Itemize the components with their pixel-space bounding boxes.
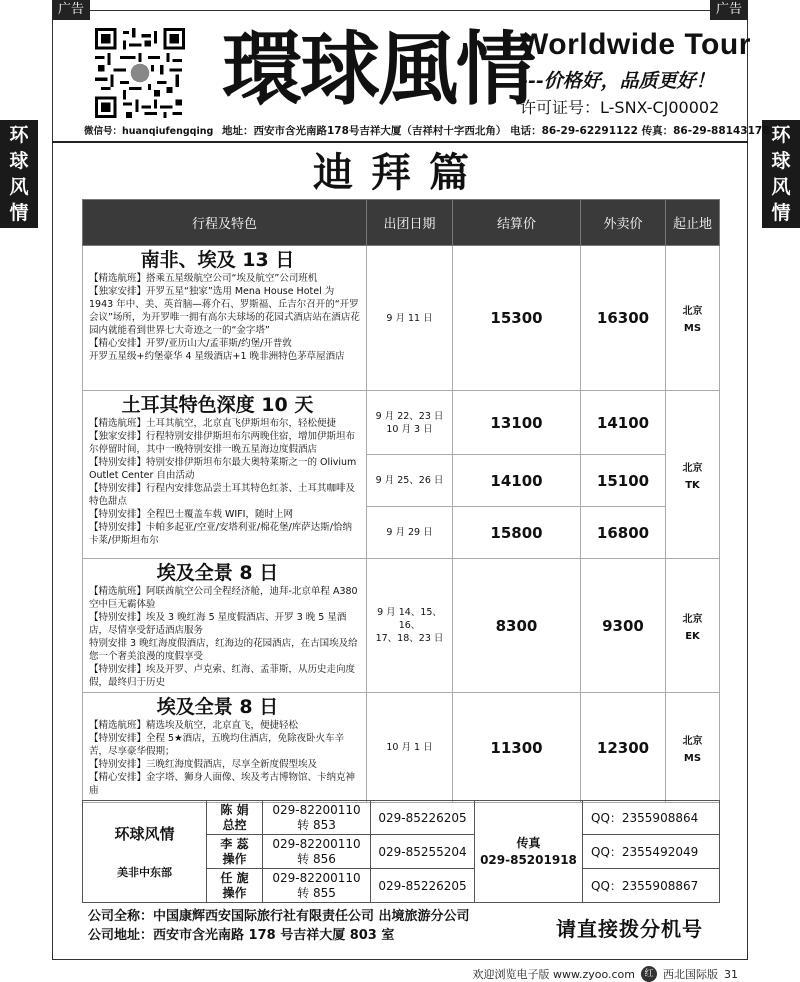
- settle-price: 13100: [453, 391, 581, 455]
- fax-cell: [475, 801, 583, 903]
- contact-person-3: [207, 869, 263, 903]
- side-label-char: 风: [9, 176, 29, 198]
- license-number: 许可证号：L-SNX-CJ00002: [520, 98, 720, 117]
- departure-date: 9 月 14、15、16、 17、18、23 日: [367, 559, 453, 693]
- settle-price: 15300: [453, 246, 581, 391]
- side-label-char: 风: [771, 176, 791, 198]
- departure-date: 9 月 29 日: [367, 507, 453, 559]
- tour-name: 埃及全景 8 日: [156, 562, 279, 584]
- contact-table: [82, 800, 720, 903]
- tour-row: [83, 391, 720, 455]
- tour-table: [82, 199, 720, 803]
- col-header-settle-price: 结算价: [453, 200, 581, 246]
- tour-origin: [666, 693, 720, 803]
- retail-price: 16300: [581, 246, 666, 391]
- tour-feature-text: 【精选航班】精选埃及航空，北京直飞，便捷轻松 【特别安排】全程 5★酒店，五晚均住酒店，免除夜卧火车辛苦，尽享豪华假期； 【特别安排】三晚红海度假酒店，尽享全新度假型埃及 【精心安排】金字塔、狮身人面像、埃及考古博物馆、卡纳克神庙: [89, 720, 356, 796]
- company-address: 公司地址：西安市含光南路 178 号吉祥大厦 803 室: [88, 928, 395, 943]
- contact-role: 操作: [222, 851, 247, 866]
- col-header-date: 出团日期: [367, 200, 453, 246]
- departure-date: 10 月 1 日: [367, 693, 453, 803]
- settle-price: 8300: [453, 559, 581, 693]
- fax-number: 029-85201918: [480, 852, 577, 867]
- slogan: ---价格好，品质更好！: [520, 70, 715, 92]
- site-link[interactable]: 欢迎浏览电子版 www.zyoo.com: [472, 968, 635, 981]
- origin-airline: EK: [685, 630, 700, 642]
- tour-row: [83, 693, 720, 803]
- contact-tel: 029-82200110: [272, 870, 361, 885]
- side-label-char: 情: [9, 202, 29, 224]
- retail-price: 15100: [581, 455, 666, 507]
- retail-price: 12300: [581, 693, 666, 803]
- contact-department: [83, 801, 207, 903]
- contact-tel-1[interactable]: [263, 801, 371, 835]
- contact-dept-name: 美非中东部: [117, 866, 172, 879]
- contact-direct-3[interactable]: 029-85226205: [371, 869, 475, 903]
- tour-features: [83, 246, 367, 391]
- contact-name: 任 旎: [220, 870, 249, 885]
- departure-date: 9 月 11 日: [367, 246, 453, 391]
- contact-role: 操作: [222, 885, 247, 900]
- origin-city: 北京: [682, 735, 703, 747]
- brand-title: 環球風情: [222, 22, 534, 116]
- tour-origin: [666, 391, 720, 559]
- wechat-id: 微信号：huanqiufengqing: [84, 126, 214, 137]
- edition-name: 西北国际版: [663, 968, 718, 981]
- contact-role: 总控: [222, 817, 247, 832]
- fax-label: 传真: [516, 835, 541, 850]
- ad-label-left: 广告: [52, 0, 90, 20]
- hong-logo-icon: 红: [641, 966, 657, 982]
- contact-direct-1[interactable]: 029-85226205: [371, 801, 475, 835]
- origin-airline: MS: [683, 323, 702, 334]
- settle-price: 15800: [453, 507, 581, 559]
- tour-feature-text: 【精选航班】土耳其航空，北京直飞伊斯坦布尔，轻松便捷 【独家安排】行程特别安排伊斯坦布尔两晚住宿，增加伊斯坦布尔停留时间，其中一晚特别安排一晚五星海边度假酒店 【特别安排】特别安排伊斯坦布尔最大奥特莱斯之一的 Olivium Outlet Center 自由活动 【特别安排】行程内安排您品尝土耳其特色红茶、土耳其咖啡及特色甜点 【特别安排】全程巴士覆盖车载 WIFI，随时上网 【特别安排】卡帕多起亚/空亚/安塔利亚/棉花堡/库萨达斯/恰纳卡莱/伊斯坦布尔: [89, 418, 357, 546]
- side-label-char: 环: [771, 124, 791, 146]
- settle-price: 14100: [453, 455, 581, 507]
- contact-tel-2[interactable]: [263, 835, 371, 869]
- brand-english: Worldwide Tour: [520, 28, 751, 61]
- tour-features: [83, 559, 367, 693]
- origin-city: 北京: [682, 462, 703, 474]
- tour-name: 埃及全景 8 日: [156, 696, 279, 718]
- contact-tel: 029-82200110: [272, 802, 361, 817]
- col-header-retail-price: 外卖价: [581, 200, 666, 246]
- contact-qq-1[interactable]: QQ：2355908864: [583, 801, 720, 835]
- tour-row: [83, 559, 720, 693]
- tour-features: [83, 693, 367, 803]
- retail-price: 14100: [581, 391, 666, 455]
- tour-feature-text: 【精选航班】阿联酋航空公司全程经济舱，迪拜-北京单程 A380 空中巨无霸体验 【特别安排】埃及 3 晚红海 5 星度假酒店、开罗 3 晚 5 星酒店，尽情享受舒适酒店服务 特别安排 3 晚红海度假酒店，红海边的花园酒店，在古国埃及给您一个奢美浪漫的度假享受 【特别安排】埃及开罗、卢克索、红海、孟菲斯，从历史走向度假，最终归于历史: [89, 586, 358, 688]
- tour-name: 南非、埃及 13 日: [140, 249, 295, 271]
- col-header-origin: 起止地: [666, 200, 720, 246]
- qr-code-icon: [95, 28, 185, 118]
- settle-price: 11300: [453, 693, 581, 803]
- origin-city: 北京: [682, 306, 703, 317]
- contact-brand: 环球风情: [114, 825, 175, 843]
- side-label-char: 球: [9, 150, 29, 172]
- contact-person-2: [207, 835, 263, 869]
- tour-origin: [666, 246, 720, 391]
- departure-date: 9 月 25、26 日: [367, 455, 453, 507]
- origin-city: 北京: [682, 613, 703, 625]
- tour-table-header: [83, 200, 720, 246]
- tour-features: [83, 391, 367, 559]
- ad-label-right: 广告: [710, 0, 748, 20]
- tour-name: 土耳其特色深度 10 天: [121, 394, 314, 416]
- contact-direct-2[interactable]: 029-85255204: [371, 835, 475, 869]
- page-footer: [472, 966, 738, 982]
- header-divider: [52, 141, 748, 143]
- contact-ext: 转 856: [297, 851, 336, 866]
- call-extension-note: 请直接拨分机号: [556, 917, 703, 941]
- side-label-char: 环: [9, 124, 29, 146]
- tour-feature-text: 【精选航班】搭乘五星级航空公司“埃及航空”公司班机 【独家安排】开罗五星“独家”选用 Mena House Hotel 为 1943 年中、美、英首脑—蒋介石、罗斯福、丘吉尔召开的“开罗会议”场所，为开罗唯一拥有高尔夫球场的花园式酒店站在酒店花园内就能看到世界七大奇迹之一的“金字塔” 【精心安排】开罗/亚历山大/孟菲斯/约堡/开普敦 开罗五星级+约堡豪华 4 星级酒店+1 晚非洲特色茅草屋酒店: [89, 273, 360, 362]
- contact-ext: 转 853: [297, 817, 336, 832]
- company-info: [88, 907, 470, 945]
- contact-qq-3[interactable]: QQ：2355908867: [583, 869, 720, 903]
- origin-airline: MS: [683, 752, 702, 764]
- contact-person-1: [207, 801, 263, 835]
- col-header-itinerary: 行程及特色: [83, 200, 367, 246]
- retail-price: 16800: [581, 507, 666, 559]
- company-name: 公司全称：中国康辉西安国际旅行社有限责任公司 出境旅游分公司: [88, 909, 470, 924]
- tour-row: [83, 246, 720, 391]
- origin-airline: TK: [685, 479, 700, 491]
- contact-name: 李 蕊: [220, 836, 249, 851]
- contact-tel: 029-82200110: [272, 836, 361, 851]
- side-label-char: 球: [771, 150, 791, 172]
- departure-date: 9 月 22、23 日 10 月 3 日: [367, 391, 453, 455]
- contact-qq-2[interactable]: QQ：2355492049: [583, 835, 720, 869]
- retail-price: 9300: [581, 559, 666, 693]
- agency-address: 地址：西安市含光南路178号吉祥大厦（吉祥村十字西北角） 电话：86-29-62291122 传真：86-29-88143178: [222, 125, 770, 137]
- page-number: 31: [724, 967, 738, 981]
- contact-tel-3[interactable]: [263, 869, 371, 903]
- tour-origin: [666, 559, 720, 693]
- side-label-char: 情: [771, 202, 791, 224]
- contact-name: 陈 娟: [220, 802, 249, 817]
- page-title: 迪拜篇: [313, 150, 487, 196]
- contact-ext: 转 855: [297, 885, 336, 900]
